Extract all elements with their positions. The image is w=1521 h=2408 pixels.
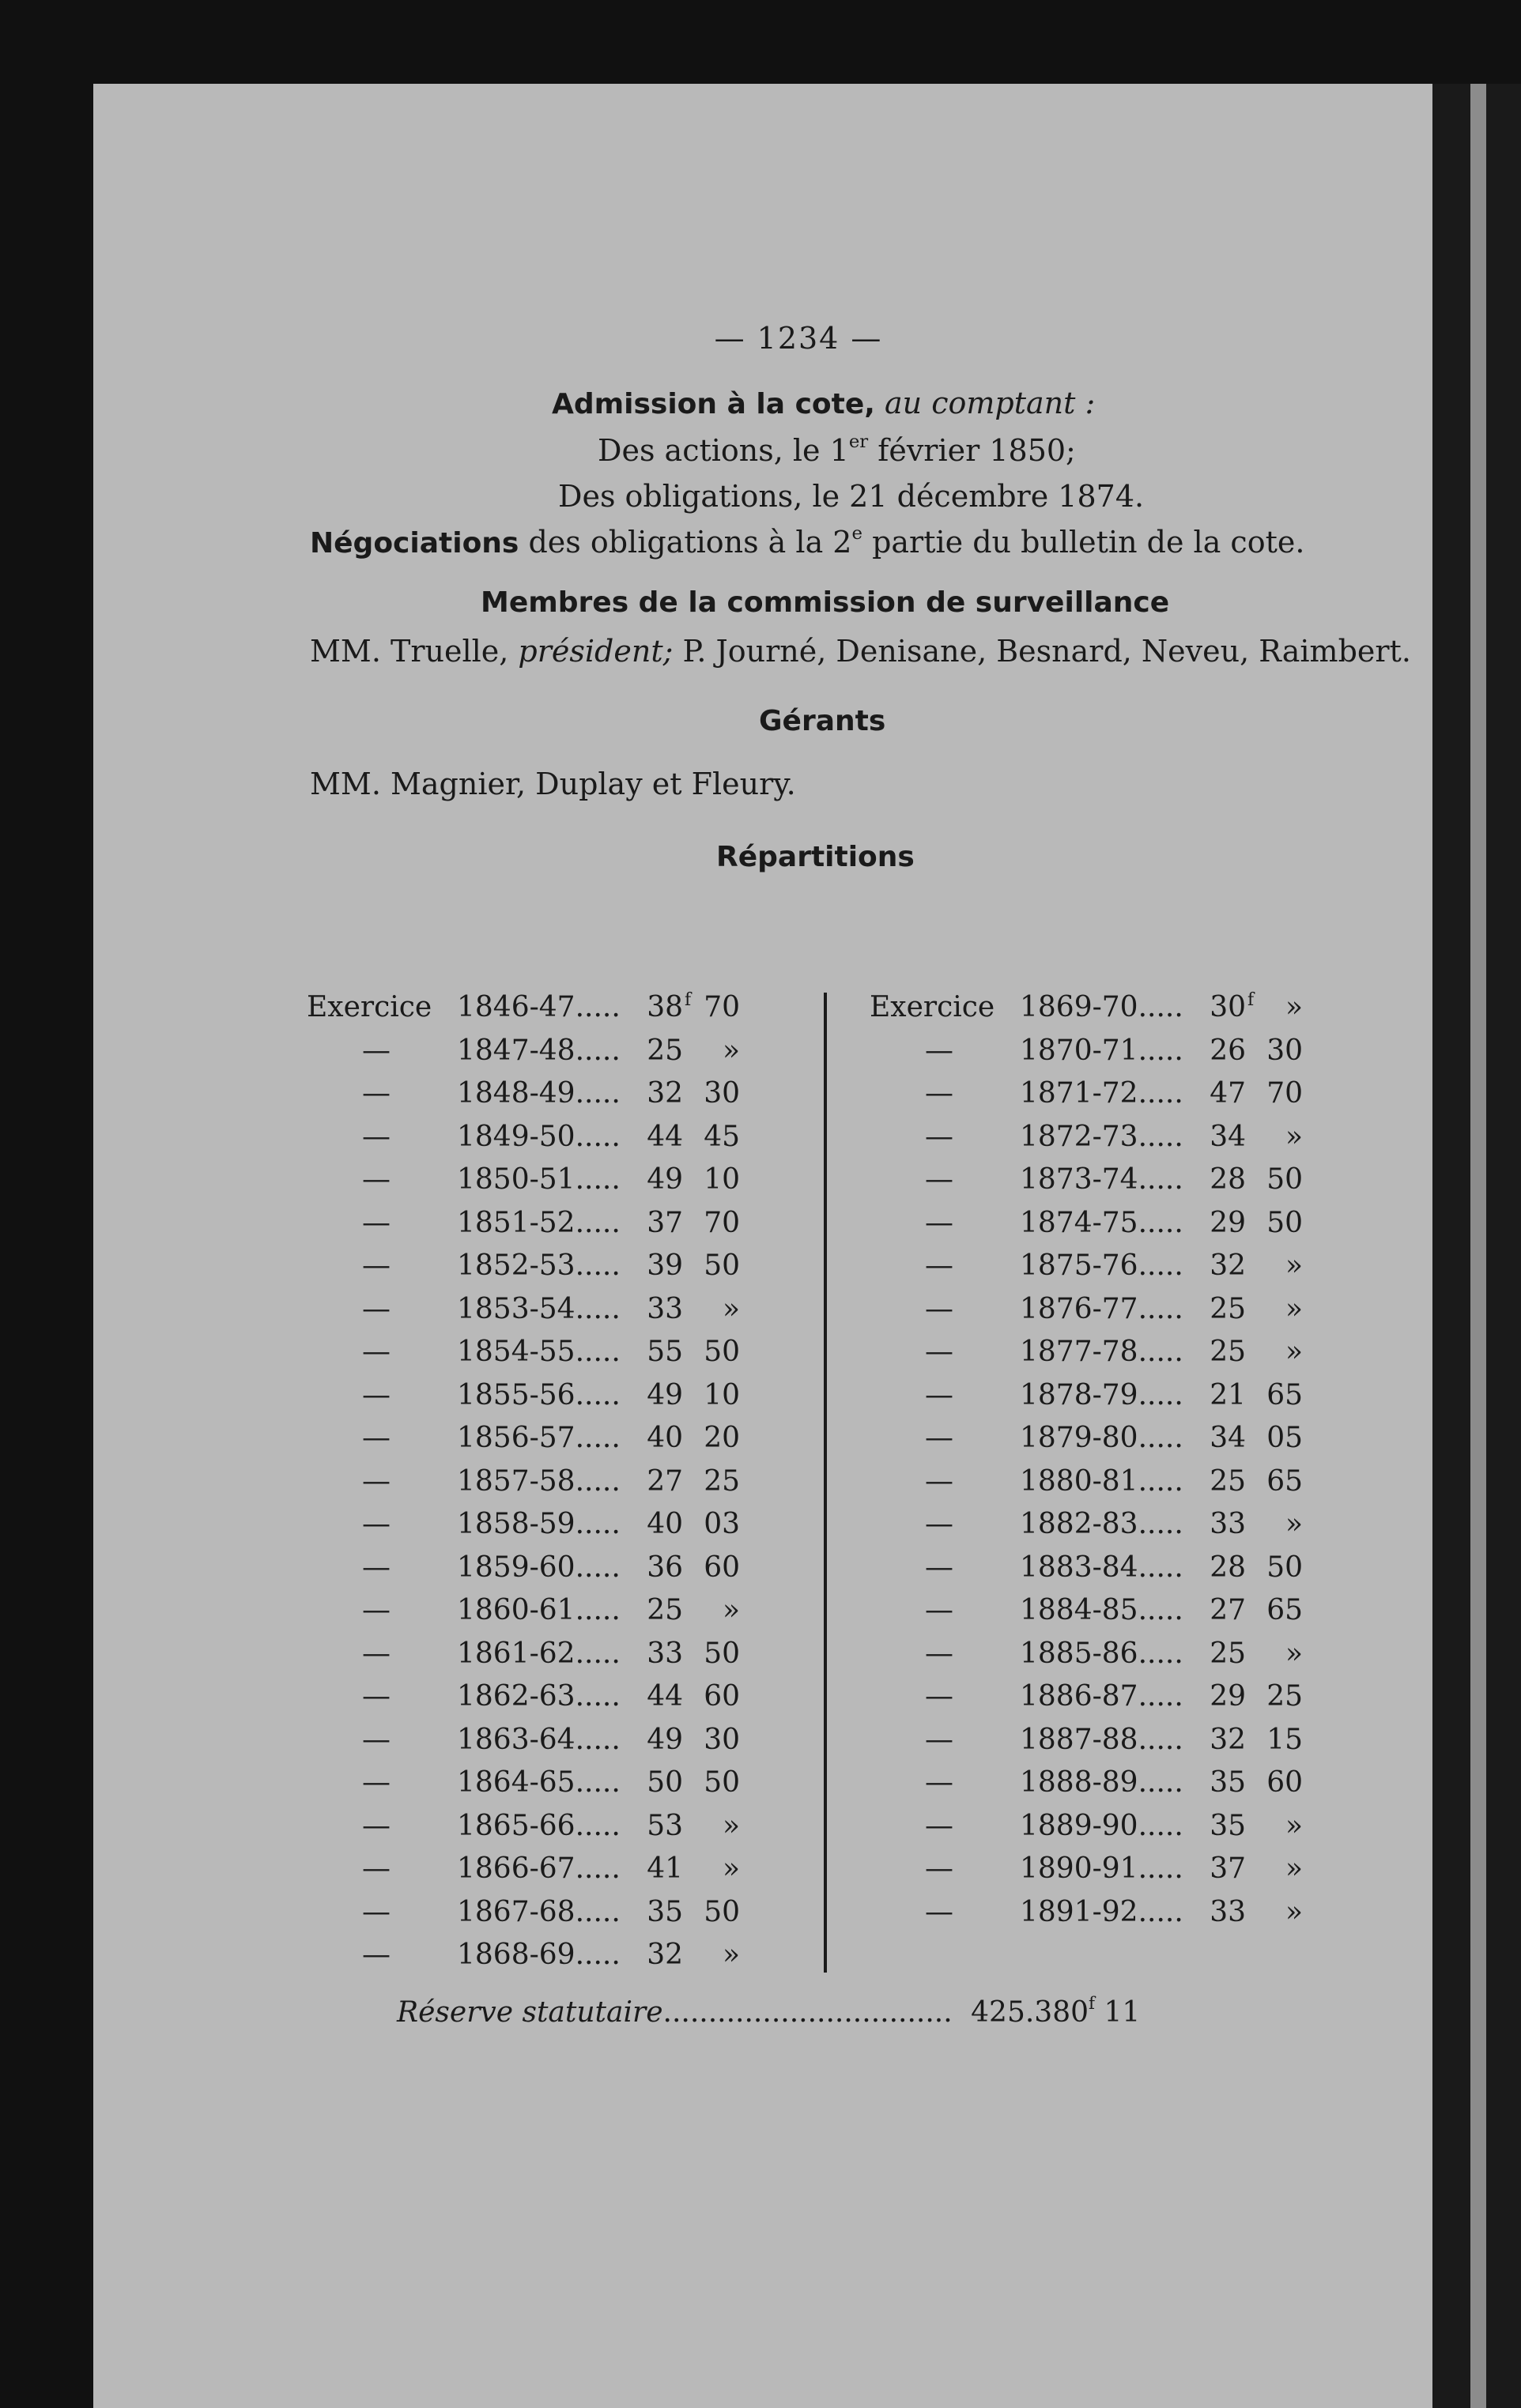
table-row — [882, 1422, 1325, 1464]
amount-francs: 49 — [647, 1723, 683, 1756]
exercice-year: 1848-49..... — [457, 1077, 621, 1110]
amount-centimes: 60 — [704, 1551, 740, 1584]
amount-francs: 40 — [647, 1422, 683, 1454]
ditto-dash: — — [925, 1766, 953, 1799]
ditto-dash: — — [925, 1206, 953, 1239]
amount-centimes: 60 — [1266, 1766, 1303, 1799]
amount-centimes: » — [1285, 1637, 1303, 1670]
amount-francs: 47 — [1210, 1077, 1246, 1110]
ditto-dash: — — [362, 1464, 391, 1498]
ditto-dash: — — [925, 1120, 953, 1153]
exercice-year: 1847-48..... — [457, 1034, 621, 1067]
ditto-dash: — — [925, 1551, 953, 1584]
exercice-year: 1872-73..... — [1020, 1120, 1183, 1153]
amount-francs: 53 — [647, 1809, 683, 1842]
table-row — [319, 1422, 762, 1464]
admission-actions-sup: er — [848, 431, 869, 452]
ditto-dash: — — [362, 1077, 391, 1110]
exercice-label: Exercice — [307, 991, 432, 1023]
exercice-year: 1867-68..... — [457, 1895, 621, 1928]
amount-centimes: 30 — [704, 1077, 740, 1110]
table-row: Exercice 1846-47..... 38 f 70 — [307, 990, 740, 1023]
table-row — [882, 1293, 1325, 1336]
amount-centimes: » — [1285, 1292, 1303, 1325]
amount-francs: 33 — [647, 1637, 683, 1670]
amount-centimes: » — [722, 1594, 740, 1626]
table-row — [319, 1121, 762, 1163]
ditto-dash: — — [362, 1680, 391, 1713]
table-row — [882, 1852, 1325, 1895]
table-row — [882, 1077, 1325, 1120]
exercice-year: 1857-58..... — [457, 1464, 621, 1498]
amount-centimes: 25 — [704, 1464, 740, 1498]
table-row — [319, 1724, 762, 1766]
reserve-sup: f — [1089, 1993, 1096, 2014]
amount-francs: 55 — [647, 1336, 683, 1368]
exercice-year: 1890-91..... — [1020, 1852, 1183, 1885]
exercice-year: 1879-80..... — [1020, 1422, 1183, 1454]
amount-centimes: » — [722, 1939, 740, 1971]
amount-francs: 25 — [1210, 1637, 1246, 1670]
table-row — [882, 1508, 1325, 1551]
commission-heading: Membres de la commission de surveillance — [481, 586, 1170, 619]
exercice-year: 1878-79..... — [1020, 1378, 1183, 1411]
commission-role: président; — [518, 634, 674, 669]
admission-actions-text: Des actions, le 1 — [598, 433, 849, 468]
ditto-dash: — — [362, 1723, 391, 1756]
ditto-dash: — — [362, 1766, 391, 1799]
amount-francs: 34 — [1210, 1422, 1246, 1454]
ditto-dash: — — [362, 1551, 391, 1584]
ditto-dash: — — [925, 1680, 953, 1713]
ditto-dash: — — [362, 1895, 391, 1928]
table-row — [319, 1077, 762, 1120]
exercice-year: 1873-74..... — [1020, 1163, 1183, 1196]
exercice-year: 1870-71..... — [1020, 1034, 1183, 1067]
document-page — [93, 84, 1432, 2408]
negociations-line — [310, 522, 1305, 560]
table-row — [882, 1465, 1325, 1508]
commission-members — [310, 634, 1411, 669]
amount-francs: 25 — [647, 1594, 683, 1626]
exercice-label: Exercice — [870, 991, 995, 1023]
exercice-year: 1856-57..... — [457, 1422, 621, 1454]
exercice-year: 1875-76..... — [1020, 1249, 1183, 1282]
ditto-dash: — — [362, 1809, 391, 1842]
ditto-dash: — — [925, 1034, 953, 1067]
amount-francs: 38 — [647, 991, 683, 1023]
amount-francs: 33 — [1210, 1895, 1246, 1928]
ditto-dash: — — [362, 1292, 391, 1325]
table-row — [319, 1379, 762, 1422]
table-row — [882, 1724, 1325, 1766]
table-row — [319, 1766, 762, 1809]
ditto-dash: — — [925, 1077, 953, 1110]
exercice-year: 1885-86..... — [1020, 1637, 1183, 1670]
repartitions-heading: Répartitions — [716, 841, 915, 873]
table-row — [882, 1810, 1325, 1852]
exercice-year: 1888-89..... — [1020, 1766, 1183, 1799]
table-row — [319, 1594, 762, 1637]
ditto-dash: — — [925, 1508, 953, 1540]
amount-francs: 40 — [647, 1508, 683, 1540]
amount-francs: 35 — [647, 1895, 683, 1928]
amount-francs: 33 — [647, 1292, 683, 1325]
amount-francs: 50 — [647, 1766, 683, 1799]
exercice-year: 1850-51..... — [457, 1163, 621, 1196]
amount-centimes: » — [1285, 1120, 1303, 1153]
amount-francs: 49 — [647, 1378, 683, 1411]
exercice-year: 1869-70..... — [1020, 991, 1183, 1023]
table-row — [319, 1551, 762, 1594]
ditto-dash: — — [362, 1422, 391, 1454]
exercice-year: 1886-87..... — [1020, 1680, 1183, 1713]
negociations-sup: e — [851, 522, 862, 544]
amount-francs: 44 — [647, 1680, 683, 1713]
ditto-dash: — — [925, 1378, 953, 1411]
table-row — [882, 1379, 1325, 1422]
admission-actions-end: février 1850; — [868, 433, 1076, 468]
ditto-dash: — — [925, 1163, 953, 1196]
amount-francs: 49 — [647, 1163, 683, 1196]
table-row — [319, 1163, 762, 1206]
table-row — [319, 1637, 762, 1680]
ditto-dash: — — [925, 1249, 953, 1282]
amount-francs: 32 — [1210, 1723, 1246, 1756]
table-row — [319, 1896, 762, 1939]
amount-centimes: » — [1285, 1336, 1303, 1368]
ditto-dash: — — [362, 1034, 391, 1067]
table-row — [319, 1293, 762, 1336]
amount-francs: 35 — [1210, 1766, 1246, 1799]
table-row — [319, 1508, 762, 1551]
amount-centimes: 70 — [704, 991, 740, 1023]
amount-centimes: 30 — [1266, 1034, 1303, 1067]
amount-francs: 36 — [647, 1551, 683, 1584]
ditto-dash: — — [925, 1464, 953, 1498]
amount-centimes: 20 — [704, 1422, 740, 1454]
reserve-line — [397, 1993, 1141, 2029]
table-row — [882, 1207, 1325, 1249]
exercice-year: 1864-65..... — [457, 1766, 621, 1799]
exercice-year: 1884-85..... — [1020, 1594, 1183, 1626]
table-row — [319, 1465, 762, 1508]
ditto-dash: — — [925, 1292, 953, 1325]
amount-francs: 25 — [1210, 1464, 1246, 1498]
table-row — [882, 1336, 1325, 1378]
ditto-dash: — — [362, 1120, 391, 1153]
gerants-members: MM. Magnier, Duplay et Fleury. — [310, 767, 796, 801]
amount-francs: 21 — [1210, 1378, 1246, 1411]
amount-centimes: 25 — [1266, 1680, 1303, 1713]
amount-francs: 26 — [1210, 1034, 1246, 1067]
reserve-dots: ................................ — [662, 1996, 953, 2029]
amount-centimes: 50 — [704, 1766, 740, 1799]
exercice-year: 1889-90..... — [1020, 1809, 1183, 1842]
table-row — [319, 1034, 762, 1077]
amount-francs: 32 — [1210, 1249, 1246, 1282]
exercice-year: 1865-66..... — [457, 1809, 621, 1842]
table-row — [319, 1207, 762, 1249]
exercice-year: 1858-59..... — [457, 1508, 621, 1540]
exercice-year: 1859-60..... — [457, 1551, 621, 1584]
amount-centimes: 10 — [704, 1378, 740, 1411]
table-row — [882, 1594, 1325, 1637]
table-row — [319, 1336, 762, 1378]
amount-francs: 27 — [1210, 1594, 1246, 1626]
amount-centimes: 03 — [704, 1508, 740, 1540]
table-row — [319, 1680, 762, 1723]
admission-obligations: Des obligations, le 21 décembre 1874. — [558, 479, 1145, 514]
exercice-year: 1851-52..... — [457, 1206, 621, 1239]
ditto-dash: — — [362, 1594, 391, 1626]
amount-centimes: 50 — [1266, 1551, 1303, 1584]
amount-francs: 25 — [1210, 1292, 1246, 1325]
amount-centimes: » — [1285, 1809, 1303, 1842]
amount-francs: 39 — [647, 1249, 683, 1282]
ditto-dash: — — [925, 1723, 953, 1756]
table-row — [882, 1034, 1325, 1077]
exercice-year: 1880-81..... — [1020, 1464, 1183, 1498]
ditto-dash: — — [362, 1939, 391, 1971]
amount-francs: 37 — [647, 1206, 683, 1239]
exercice-year: 1876-77..... — [1020, 1292, 1183, 1325]
gerants-heading: Gérants — [759, 705, 886, 737]
exercice-year: 1863-64..... — [457, 1723, 621, 1756]
table-row — [882, 1163, 1325, 1206]
amount-centimes: 50 — [1266, 1163, 1303, 1196]
exercice-year: 1868-69..... — [457, 1939, 621, 1971]
exercice-year: 1860-61..... — [457, 1594, 621, 1626]
negociations-bold: Négociations — [310, 527, 519, 560]
commission-text-b: P. Journé, Denisane, Besnard, Neveu, Raimbert. — [673, 634, 1411, 669]
admission-heading-italic: au comptant : — [885, 386, 1096, 420]
amount-centimes: » — [722, 1852, 740, 1885]
admission-actions — [598, 433, 1076, 468]
ditto-dash: — — [362, 1852, 391, 1885]
amount-centimes: » — [722, 1292, 740, 1325]
ditto-dash: — — [362, 1206, 391, 1239]
repartitions-table — [93, 991, 1432, 1979]
ditto-dash: — — [362, 1336, 391, 1368]
table-row — [882, 1896, 1325, 1939]
amount-francs: 44 — [647, 1120, 683, 1153]
table-row — [882, 1121, 1325, 1163]
amount-francs: 30 — [1210, 991, 1246, 1023]
amount-francs: 27 — [647, 1464, 683, 1498]
exercice-year: 1866-67..... — [457, 1852, 621, 1885]
exercice-year: 1849-50..... — [457, 1120, 621, 1153]
ditto-dash: — — [362, 1163, 391, 1196]
negociations-text-b: partie du bulletin de la cote. — [862, 525, 1305, 560]
amount-centimes: 65 — [1266, 1464, 1303, 1498]
amount-centimes: 50 — [1266, 1206, 1303, 1239]
reserve-label: Réserve statutaire — [397, 1996, 663, 2029]
table-row — [319, 1852, 762, 1895]
page-number: — 1234 — — [714, 321, 883, 356]
amount-centimes: » — [1285, 1852, 1303, 1885]
amount-francs: 34 — [1210, 1120, 1246, 1153]
ditto-dash: — — [925, 1594, 953, 1626]
amount-francs: 25 — [1210, 1336, 1246, 1368]
amount-centimes: 50 — [704, 1895, 740, 1928]
exercice-year: 1855-56..... — [457, 1378, 621, 1411]
table-row — [882, 1637, 1325, 1680]
ditto-dash: — — [362, 1378, 391, 1411]
table-row: Exercice 1869-70..... 30 f » — [870, 990, 1303, 1023]
amount-centimes: 50 — [704, 1336, 740, 1368]
exercice-year: 1877-78..... — [1020, 1336, 1183, 1368]
column-divider — [824, 993, 827, 1973]
ditto-dash: — — [925, 1895, 953, 1928]
amount-centimes: 15 — [1266, 1723, 1303, 1756]
amount-centimes: » — [1285, 991, 1303, 1023]
amount-francs: 25 — [647, 1034, 683, 1067]
amount-francs: 32 — [647, 1077, 683, 1110]
ditto-dash: — — [925, 1809, 953, 1842]
amount-centimes: » — [1285, 1249, 1303, 1282]
amount-francs: 28 — [1210, 1163, 1246, 1196]
ditto-dash: — — [362, 1637, 391, 1670]
table-row — [319, 1810, 762, 1852]
exercice-year: 1854-55..... — [457, 1336, 621, 1368]
exercice-year: 1883-84..... — [1020, 1551, 1183, 1584]
amount-centimes: » — [722, 1034, 740, 1067]
exercice-year: 1882-83..... — [1020, 1508, 1183, 1540]
amount-centimes: 30 — [704, 1723, 740, 1756]
ditto-dash: — — [362, 1508, 391, 1540]
exercice-year: 1846-47..... — [457, 991, 621, 1023]
ditto-dash: — — [925, 1637, 953, 1670]
exercice-year: 1853-54..... — [457, 1292, 621, 1325]
admission-heading — [552, 386, 1095, 420]
table-row — [882, 1680, 1325, 1723]
table-row — [882, 1249, 1325, 1292]
exercice-year: 1861-62..... — [457, 1637, 621, 1670]
amount-centimes: » — [1285, 1895, 1303, 1928]
ditto-dash: — — [925, 1336, 953, 1368]
exercice-year: 1871-72..... — [1020, 1077, 1183, 1110]
table-row — [319, 1249, 762, 1292]
amount-centimes: 50 — [704, 1249, 740, 1282]
admission-heading-bold: Admission à la cote, — [552, 388, 875, 420]
exercice-year: 1891-92..... — [1020, 1895, 1183, 1928]
amount-centimes: 70 — [704, 1206, 740, 1239]
table-row — [319, 1939, 762, 1981]
reserve-cents: 11 — [1095, 1996, 1141, 2029]
next-page-edge — [1470, 84, 1486, 2408]
amount-centimes: 65 — [1266, 1378, 1303, 1411]
ditto-dash: — — [925, 1422, 953, 1454]
amount-centimes: » — [1285, 1508, 1303, 1540]
amount-francs: 33 — [1210, 1508, 1246, 1540]
amount-centimes: 05 — [1266, 1422, 1303, 1454]
amount-francs: 32 — [647, 1939, 683, 1971]
amount-centimes: 60 — [704, 1680, 740, 1713]
negociations-text-a: des obligations à la 2 — [519, 525, 852, 560]
amount-francs: 28 — [1210, 1551, 1246, 1584]
exercice-year: 1874-75..... — [1020, 1206, 1183, 1239]
exercice-year: 1852-53..... — [457, 1249, 621, 1282]
table-row — [882, 1766, 1325, 1809]
amount-centimes: 10 — [704, 1163, 740, 1196]
commission-text-a: MM. Truelle, — [310, 634, 519, 669]
amount-francs: 29 — [1210, 1680, 1246, 1713]
ditto-dash: — — [925, 1852, 953, 1885]
amount-centimes: » — [722, 1809, 740, 1842]
amount-centimes: 70 — [1266, 1077, 1303, 1110]
exercice-year: 1887-88..... — [1020, 1723, 1183, 1756]
table-row — [882, 1551, 1325, 1594]
amount-centimes: 45 — [704, 1120, 740, 1153]
reserve-amount: 425.380 — [971, 1996, 1089, 2029]
amount-francs: 35 — [1210, 1809, 1246, 1842]
exercice-year: 1862-63..... — [457, 1680, 621, 1713]
amount-centimes: 50 — [704, 1637, 740, 1670]
amount-francs: 41 — [647, 1852, 683, 1885]
amount-centimes: 65 — [1266, 1594, 1303, 1626]
amount-francs: 37 — [1210, 1852, 1246, 1885]
ditto-dash: — — [362, 1249, 391, 1282]
amount-francs: 29 — [1210, 1206, 1246, 1239]
